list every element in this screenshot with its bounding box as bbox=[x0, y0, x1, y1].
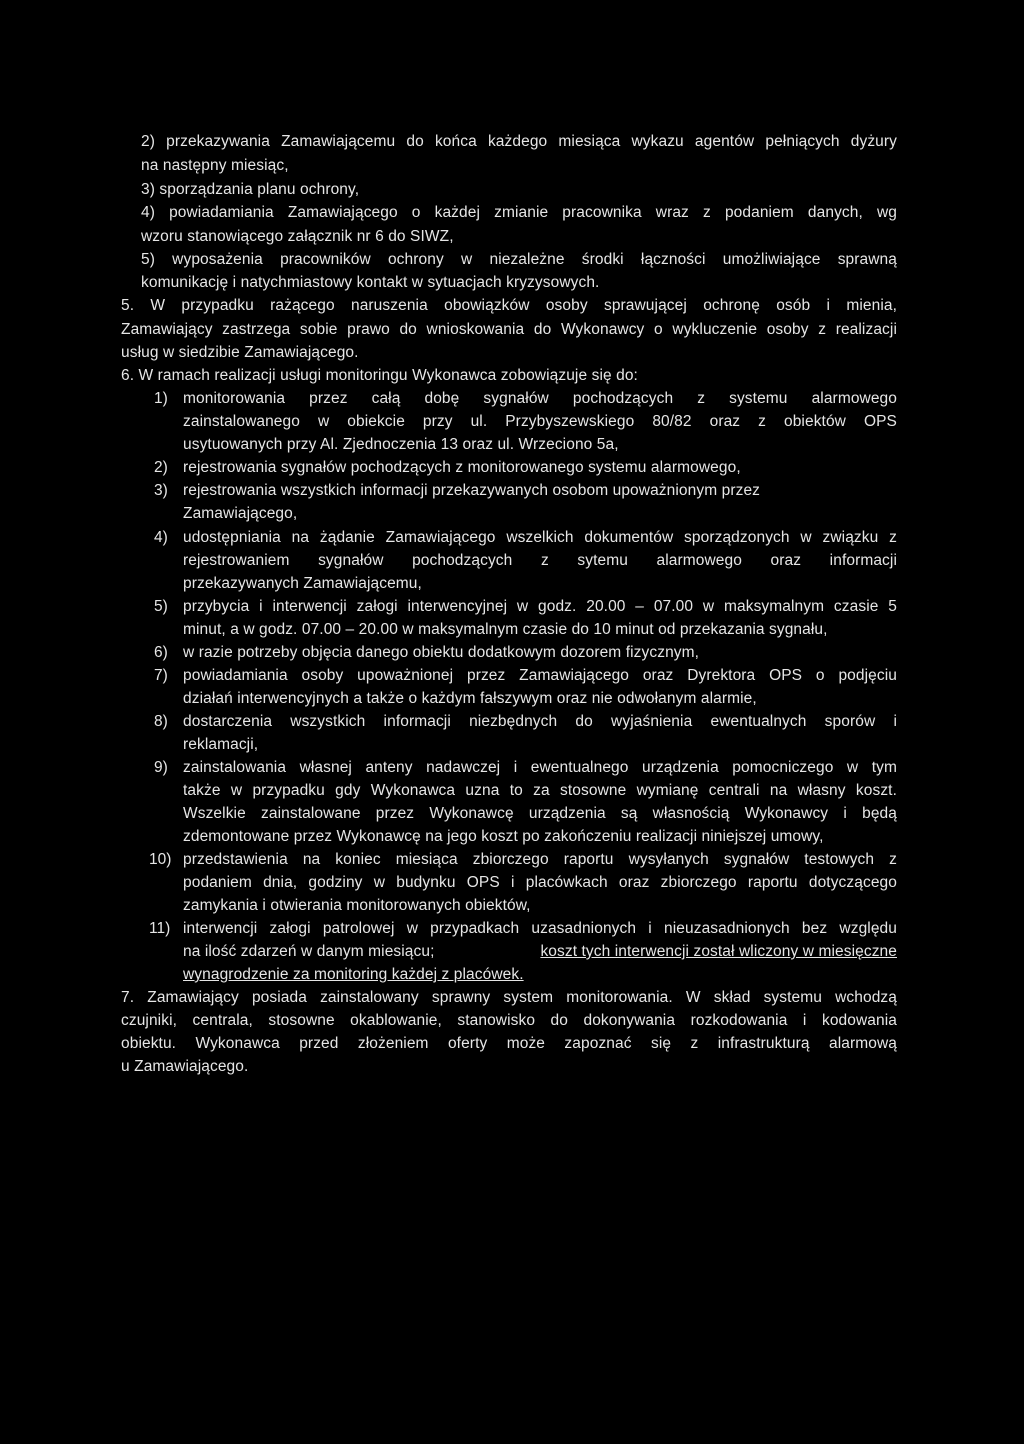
list-number: 10) bbox=[149, 851, 172, 868]
list-number: 3) bbox=[154, 482, 168, 499]
list-number: 4) bbox=[154, 529, 168, 546]
item-6-4-line-1: udostępniania na żądanie Zamawiającego wszelkich dokumentów sporządzonych w związku z bbox=[183, 529, 897, 546]
item-6-3-line-2: Zamawiającego, bbox=[183, 505, 298, 522]
item-4-line-1: 4) powiadamiania Zamawiającego o każdej zmianie pracownika wraz z podaniem danych, wg bbox=[141, 204, 897, 221]
section-5-line-2: Zamawiający zastrzega sobie prawo do wnioskowania do Wykonawcy o wykluczenie osoby z realizacji bbox=[121, 321, 897, 338]
item-6-8-line-1: dostarczenia wszystkich informacji niezbędnych do wyjaśnienia ewentualnych sporów i bbox=[183, 713, 897, 730]
item-6-1-line-2: zainstalowanego w obiekcie przy ul. Przybyszewskiego 80/82 oraz z obiektów OPS bbox=[183, 413, 897, 430]
item-6-4-line-3: przekazywanych Zamawiającemu, bbox=[183, 575, 422, 592]
item-6-7-line-2: działań interwencyjnych a także o każdym fałszywym oraz nie odwołanym alarmie, bbox=[183, 690, 757, 707]
item-6-11-line-2-plain: na ilość zdarzeń w danym miesiącu; bbox=[183, 943, 435, 960]
item-6-10-line-2: podaniem dnia, godziny w budynku OPS i placówkach oraz zbiorczego raportu dotyczącego bbox=[183, 874, 897, 891]
item-6-8-line-2: reklamacji, bbox=[183, 736, 259, 753]
section-6-intro: 6. W ramach realizacji usługi monitoringu Wykonawca zobowiązuje się do: bbox=[121, 367, 638, 384]
item-6-6-line-1: w razie potrzeby objęcia danego obiektu dodatkowym dozorem fizycznym, bbox=[183, 644, 700, 661]
list-number: 9) bbox=[154, 759, 168, 776]
item-4-line-2: wzoru stanowiącego załącznik nr 6 do SIWZ, bbox=[141, 228, 454, 245]
list-number: 7) bbox=[154, 667, 168, 684]
item-6-10-line-1: przedstawienia na koniec miesiąca zbiorczego raportu wysyłanych sygnałów testowych z bbox=[183, 851, 897, 868]
item-6-11-line-3-underlined: wynagrodzenie za monitoring każdej z placówek. bbox=[183, 966, 524, 983]
list-number: 11) bbox=[149, 920, 171, 937]
item-5-line-1: 5) wyposażenia pracowników ochrony w niezależne środki łączności umożliwiające sprawną bbox=[141, 251, 897, 268]
item-6-1-line-3: usytuowanych przy Al. Zjednoczenia 13 oraz ul. Wrzeciono 5a, bbox=[183, 436, 619, 453]
item-5-line-2: komunikację i natychmiastowy kontakt w sytuacjach kryzysowych. bbox=[141, 274, 600, 291]
section-7-line-4: u Zamawiającego. bbox=[121, 1058, 249, 1075]
item-6-5-line-2: minut, a w godz. 07.00 – 20.00 w maksymalnym czasie do 10 minut od przekazania sygnału, bbox=[183, 621, 828, 638]
item-6-9-line-4: zdemontowane przez Wykonawcę na jego koszt po zakończeniu realizacji niniejszej umowy, bbox=[183, 828, 824, 845]
list-number: 2) bbox=[154, 459, 168, 476]
item-6-9-line-1: zainstalowania własnej anteny nadawczej i ewentualnego urządzenia pomocniczego w tym bbox=[183, 759, 897, 776]
item-6-11-line-2 bbox=[183, 941, 897, 963]
item-6-11-line-2-underlined: koszt tych interwencji został wliczony w miesięczne bbox=[540, 943, 897, 960]
item-2-line-2: na następny miesiąc, bbox=[141, 157, 289, 174]
section-7-line-2: czujniki, centrala, stosowne okablowanie, stanowisko do dokonywania rozkodowania i kodowania bbox=[121, 1012, 897, 1029]
item-6-11-line-1: interwencji załogi patrolowej w przypadkach uzasadnionych i nieuzasadnionych bez względu bbox=[183, 920, 897, 937]
item-6-2-line-1: rejestrowania sygnałów pochodzących z monitorowanego systemu alarmowego, bbox=[183, 459, 741, 476]
item-6-3-line-1: rejestrowania wszystkich informacji przekazywanych osobom upoważnionym przez bbox=[183, 482, 761, 499]
list-number: 1) bbox=[154, 390, 168, 407]
section-5-line-3: usług w siedzibie Zamawiającego. bbox=[121, 344, 359, 361]
item-2-line-1: 2) przekazywania Zamawiającemu do końca każdego miesiąca wykazu agentów pełniących dyżury bbox=[141, 133, 897, 150]
section-7-line-1: 7. Zamawiający posiada zainstalowany sprawny system monitorowania. W skład systemu wchodzą bbox=[121, 989, 897, 1006]
section-7-line-3: obiektu. Wykonawca przed złożeniem oferty może zapoznać się z infrastrukturą alarmową bbox=[121, 1035, 897, 1052]
item-6-9-line-2: także w przypadku gdy Wykonawca uzna to za stosowne wymianę centrali na własny koszt. bbox=[183, 782, 897, 799]
list-number: 5) bbox=[154, 598, 168, 615]
item-3-line-1: 3) sporządzania planu ochrony, bbox=[141, 181, 360, 198]
item-6-1-line-1: monitorowania przez całą dobę sygnałów pochodzących z systemu alarmowego bbox=[183, 390, 897, 407]
item-6-4-line-2: rejestrowaniem sygnałów pochodzących z sytemu alarmowego oraz informacji bbox=[183, 552, 897, 569]
item-6-5-line-1: przybycia i interwencji załogi interwencyjnej w godz. 20.00 – 07.00 w maksymalnym czasie 5 bbox=[183, 598, 897, 615]
section-5-line-1: 5. W przypadku rażącego naruszenia obowiązków osoby sprawującej ochronę osób i mienia, bbox=[121, 297, 897, 314]
list-number: 8) bbox=[154, 713, 168, 730]
item-6-9-line-3: Wszelkie zainstalowane przez Wykonawcę urządzenia są własnością Wykonawcy i będą bbox=[183, 805, 897, 822]
item-6-7-line-1: powiadamiania osoby upoważnionej przez Zamawiającego oraz Dyrektora OPS o podjęciu bbox=[183, 667, 897, 684]
list-number: 6) bbox=[154, 644, 168, 661]
item-6-10-line-3: zamykania i otwierania monitorowanych obiektów, bbox=[183, 897, 531, 914]
